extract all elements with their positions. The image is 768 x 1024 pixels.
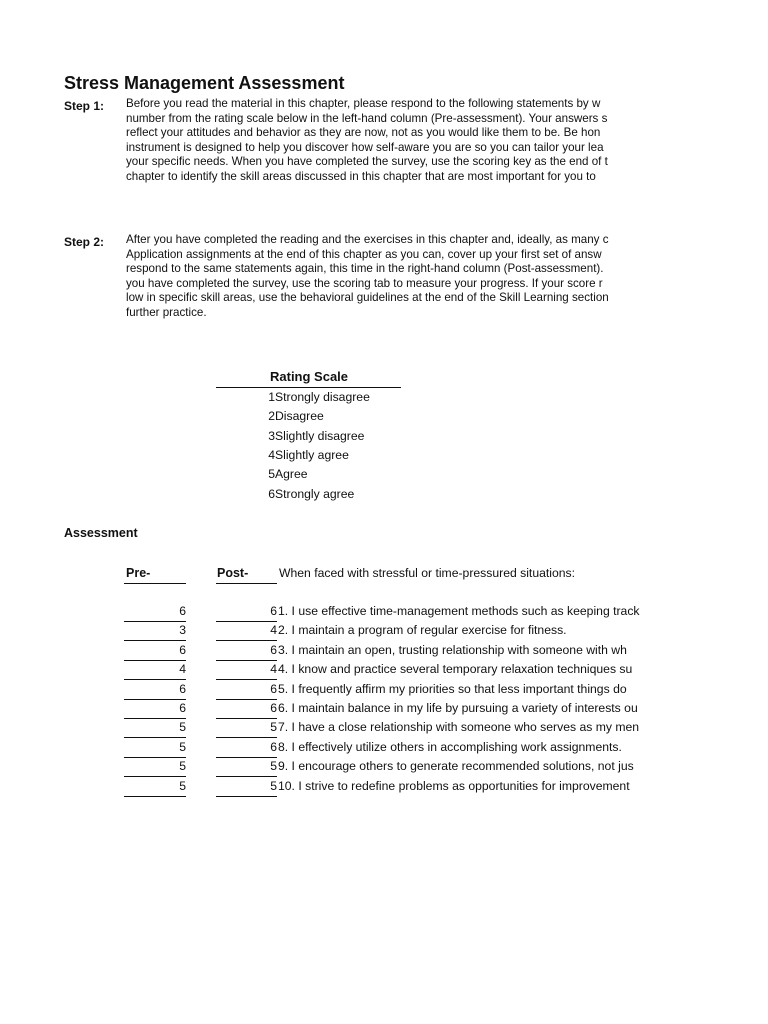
assessment-row	[0, 642, 650, 661]
post-cell-underline	[216, 640, 277, 641]
statement-text: 5. I frequently affirm my priorities so that less important things do	[278, 682, 627, 696]
page-title: Stress Management Assessment	[64, 73, 345, 93]
assessment-row	[0, 622, 650, 641]
pre-score-cell[interactable]: 6	[179, 643, 186, 657]
rating-label: Strongly agree	[275, 487, 355, 501]
pre-column-header: Pre-	[126, 566, 151, 580]
statement-text: 7. I have a close relationship with someone who serves as my men	[278, 720, 640, 734]
rating-scale-item	[250, 409, 324, 423]
rating-scale-item	[250, 487, 354, 501]
statement-text: 6. I maintain balance in my life by pursuing a variety of interests ou	[278, 701, 638, 715]
assessment-row	[0, 719, 650, 738]
step-2-label: Step 2:	[64, 235, 105, 249]
pre-cell-underline	[124, 796, 186, 797]
rating-label: Agree	[275, 467, 308, 481]
pre-score-cell[interactable]: 5	[179, 740, 186, 754]
assessment-heading: Assessment	[64, 526, 138, 540]
pre-score-cell[interactable]: 6	[179, 682, 186, 696]
post-score-cell[interactable]: 6	[270, 604, 277, 618]
rating-scale-header: Rating Scale	[270, 369, 349, 384]
step-1-line: your specific needs. When you have completed the survey, use the scoring key as the end of t	[126, 155, 608, 169]
assessment-row	[0, 661, 650, 680]
rating-scale-item	[250, 429, 364, 443]
step-2-line: you have completed the survey, use the scoring tab to measure your progress. If your score r	[126, 276, 603, 290]
post-score-cell[interactable]: 4	[270, 623, 277, 637]
statement-text: 8. I effectively utilize others in accomplishing work assignments.	[278, 740, 622, 754]
pre-cell-underline	[124, 640, 186, 641]
rating-number: 4	[268, 448, 275, 462]
rating-scale-underline	[216, 387, 401, 388]
post-score-cell[interactable]: 4	[270, 662, 277, 676]
rating-scale-item	[250, 448, 349, 462]
step-2-text	[126, 233, 650, 321]
assessment-row	[0, 778, 650, 797]
step-1-line: reflect your attitudes and behavior as they are now, not as you would like them to be. Be hon	[126, 126, 601, 140]
step-2-line: low in specific skill areas, use the behavioral guidelines at the end of the Skill Learning section	[126, 291, 609, 305]
post-cell-underline	[216, 737, 277, 738]
step-1-line: instrument is designed to help you discover how self-aware you are so you can tailor your lea	[126, 140, 604, 154]
pre-cell-underline	[124, 776, 186, 777]
statement-text: 10. I strive to redefine problems as opportunities for improvement	[278, 779, 630, 793]
post-score-cell[interactable]: 5	[270, 759, 277, 773]
pre-score-cell[interactable]: 6	[179, 604, 186, 618]
statement-text: 2. I maintain a program of regular exercise for fitness.	[278, 623, 567, 637]
rating-label: Strongly disagree	[275, 390, 370, 404]
assessment-row	[0, 758, 650, 777]
step-2-line: respond to the same statements again, this time in the right-hand column (Post-assessment).	[126, 262, 604, 276]
post-score-cell[interactable]: 5	[270, 779, 277, 793]
assessment-row	[0, 700, 650, 719]
rating-scale-item	[250, 390, 370, 404]
pre-header-underline	[124, 583, 186, 584]
assessment-prompt: When faced with stressful or time-pressured situations:	[279, 566, 576, 580]
post-cell-underline	[216, 679, 277, 680]
statement-text: 4. I know and practice several temporary relaxation techniques su	[278, 662, 633, 676]
statement-text: 9. I encourage others to generate recommended solutions, not jus	[278, 759, 634, 773]
post-cell-underline	[216, 796, 277, 797]
assessment-row	[0, 603, 650, 622]
pre-cell-underline	[124, 679, 186, 680]
rating-label: Disagree	[275, 409, 324, 423]
rating-label: Slightly agree	[275, 448, 349, 462]
rating-number: 6	[268, 487, 275, 501]
pre-score-cell[interactable]: 4	[179, 662, 186, 676]
rating-number: 5	[268, 467, 275, 481]
rating-number: 1	[268, 390, 275, 404]
statement-text: 3. I maintain an open, trusting relationship with someone with wh	[278, 643, 627, 657]
post-score-cell[interactable]: 6	[270, 740, 277, 754]
pre-score-cell[interactable]: 3	[179, 623, 186, 637]
step-2-line: further practice.	[126, 305, 207, 319]
step-1-line: chapter to identify the skill areas discussed in this chapter that are most important for you to	[126, 169, 596, 183]
rating-scale-item	[250, 467, 308, 481]
post-score-cell[interactable]: 6	[270, 682, 277, 696]
pre-score-cell[interactable]: 5	[179, 779, 186, 793]
step-1-line: Before you read the material in this chapter, please respond to the following statements by w	[126, 97, 601, 110]
post-score-cell[interactable]: 6	[270, 701, 277, 715]
step-1-label: Step 1:	[64, 99, 105, 113]
post-column-header: Post-	[217, 566, 249, 580]
pre-score-cell[interactable]: 5	[179, 720, 186, 734]
step-2-line: After you have completed the reading and the exercises in this chapter and, ideally, as many c	[126, 233, 609, 246]
pre-cell-underline	[124, 737, 186, 738]
step-2-line: Application assignments at the end of this chapter as you can, cover up your first set of answ	[126, 247, 602, 261]
post-cell-underline	[216, 776, 277, 777]
rating-number: 2	[268, 409, 275, 423]
rating-number: 3	[268, 429, 275, 443]
rating-label: Slightly disagree	[275, 429, 365, 443]
pre-score-cell[interactable]: 6	[179, 701, 186, 715]
post-score-cell[interactable]: 6	[270, 643, 277, 657]
post-header-underline	[216, 583, 277, 584]
assessment-row	[0, 739, 650, 758]
step-1-text	[126, 97, 650, 185]
statement-text: 1. I use effective time-management methods such as keeping track	[278, 604, 640, 618]
step-1-line: number from the rating scale below in the left-hand column (Pre-assessment). Your answers s	[126, 111, 608, 125]
post-score-cell[interactable]: 5	[270, 720, 277, 734]
pre-score-cell[interactable]: 5	[179, 759, 186, 773]
assessment-row	[0, 681, 650, 700]
